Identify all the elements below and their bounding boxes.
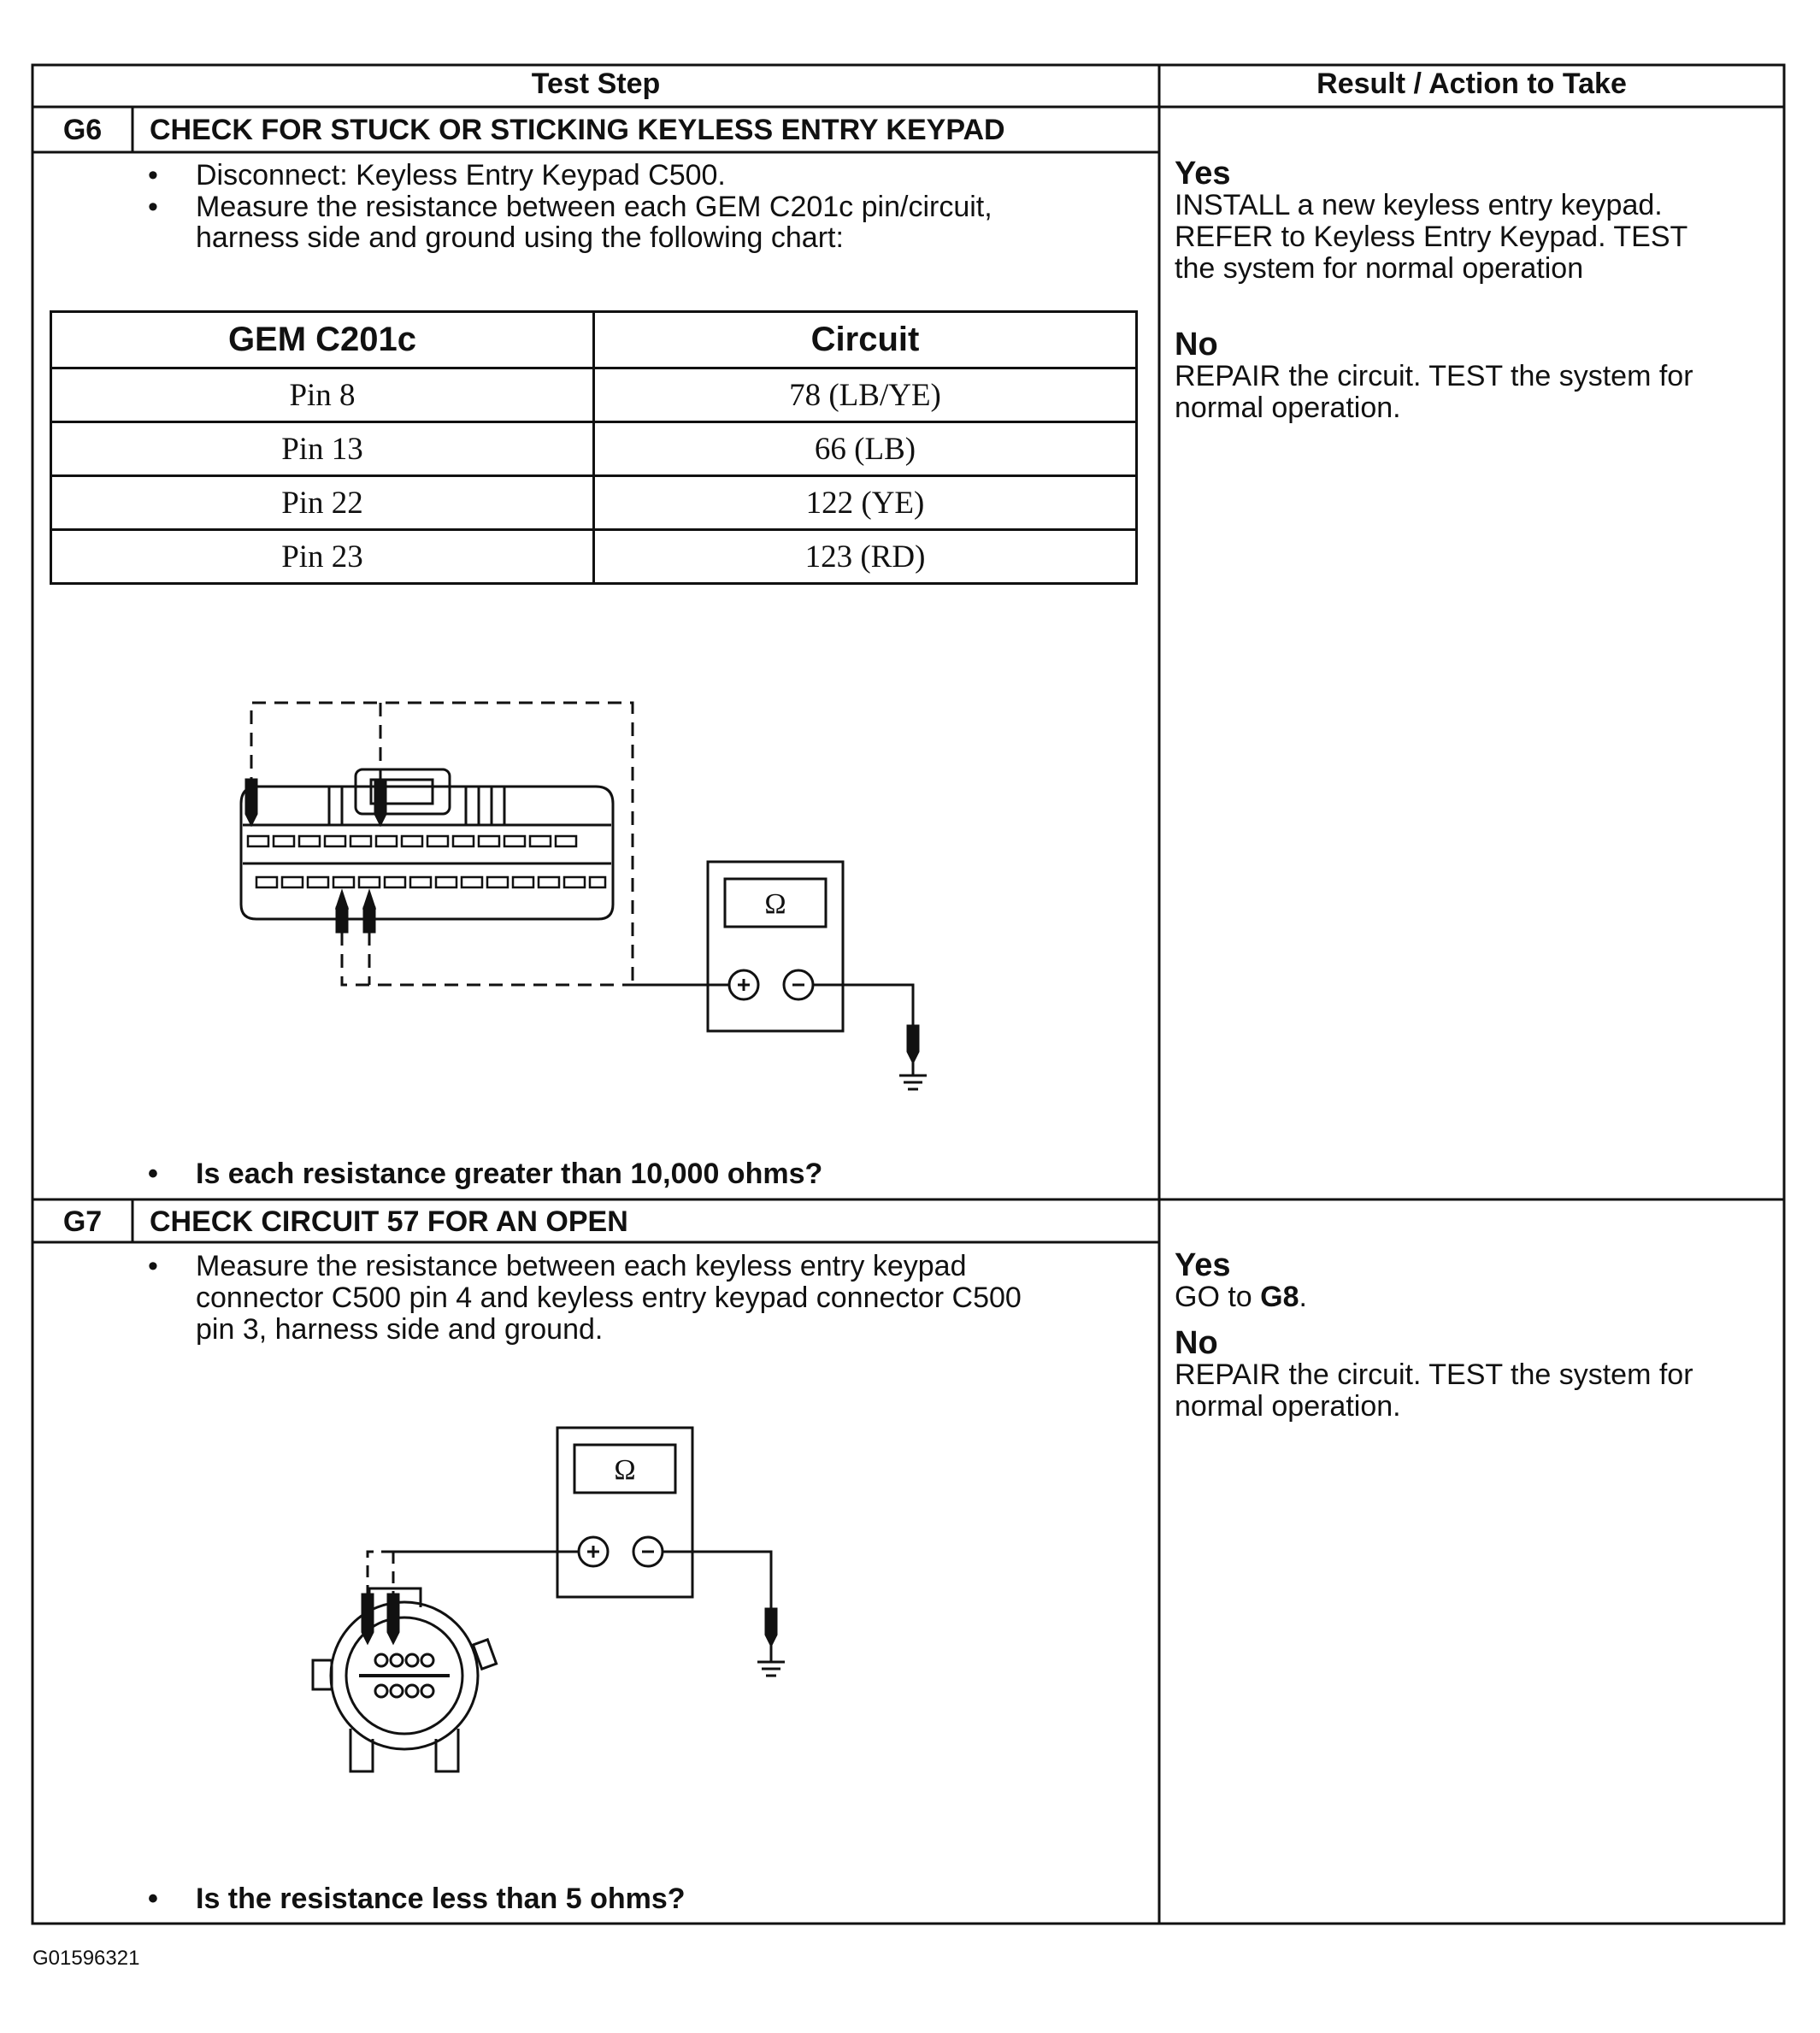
ohm-symbol: Ω bbox=[764, 888, 786, 920]
circuit-cell: 123 (RD) bbox=[594, 530, 1137, 584]
test-step-column-header: Test Step bbox=[531, 68, 661, 100]
g7-no-line-2: normal operation. bbox=[1175, 1390, 1401, 1423]
circuit-cell: 78 (LB/YE) bbox=[594, 368, 1137, 422]
table-row bbox=[51, 422, 1137, 476]
pin-cell: Pin 8 bbox=[51, 368, 594, 422]
g7-yes-text bbox=[1175, 1282, 1307, 1313]
g6-no-label: No bbox=[1175, 327, 1218, 362]
g7-no-text bbox=[1175, 1359, 1693, 1423]
g7-yes-label: Yes bbox=[1175, 1247, 1231, 1283]
g6-yes-line-2: REFER to Keyless Entry Keypad. TEST bbox=[1175, 221, 1688, 253]
g7-question-text: Is the resistance less than 5 ohms? bbox=[196, 1883, 686, 1915]
g6-no-line-2: normal operation. bbox=[1175, 392, 1401, 424]
pin-table-header-circuit: Circuit bbox=[594, 312, 1137, 368]
step-title-g7: CHECK CIRCUIT 57 FOR AN OPEN bbox=[150, 1205, 628, 1238]
pin-cell: Pin 23 bbox=[51, 530, 594, 584]
pin-cell: Pin 22 bbox=[51, 476, 594, 530]
g7-no-label: No bbox=[1175, 1325, 1218, 1361]
pin-table-header-gem: GEM C201c bbox=[51, 312, 594, 368]
g6-no-text bbox=[1175, 361, 1693, 424]
step-title-g6: CHECK FOR STUCK OR STICKING KEYLESS ENTRY KEYPAD bbox=[150, 114, 1005, 146]
g6-resistance-test-diagram bbox=[222, 684, 957, 1120]
bullet-dot: • bbox=[148, 191, 158, 223]
step-id-g7: G7 bbox=[62, 1205, 103, 1238]
bullet-dot: • bbox=[148, 1250, 158, 1282]
bullet-dot: • bbox=[148, 1883, 158, 1915]
dashed-lead-wires bbox=[368, 1552, 393, 1599]
figure-id: G01596321 bbox=[32, 1947, 140, 1970]
ohmmeter bbox=[557, 1428, 692, 1597]
g6-bullet-text-1: Disconnect: Keyless Entry Keypad C500. bbox=[196, 159, 726, 192]
g6-yes-line-3: the system for normal operation bbox=[1175, 252, 1584, 285]
g7-bullet-text-3: pin 3, harness side and ground. bbox=[196, 1313, 604, 1346]
bullet-dot: • bbox=[148, 1158, 158, 1190]
g6-bullet-text-3: harness side and ground using the following chart: bbox=[196, 221, 844, 254]
bullet-dot: • bbox=[148, 159, 158, 192]
g7-no-line-1: REPAIR the circuit. TEST the system for bbox=[1175, 1358, 1693, 1391]
g7-bullet-text-1: Measure the resistance between each keyless entry keypad bbox=[196, 1250, 967, 1282]
upper-pin-row bbox=[248, 836, 576, 846]
lower-pin-row bbox=[256, 877, 605, 887]
ground-symbol bbox=[899, 1062, 927, 1089]
table-row bbox=[51, 476, 1137, 530]
ohmmeter bbox=[708, 862, 843, 1031]
table-row bbox=[51, 368, 1137, 422]
g6-yes-line-1: INSTALL a new keyless entry keypad. bbox=[1175, 189, 1663, 221]
test-probes bbox=[246, 780, 386, 932]
g7-resistance-test-diagram bbox=[299, 1419, 829, 1787]
circuit-cell: 122 (YE) bbox=[594, 476, 1137, 530]
pin-table-header-row bbox=[51, 312, 1137, 368]
g6-yes-label: Yes bbox=[1175, 156, 1231, 192]
result-column-header: Result / Action to Take bbox=[1316, 68, 1627, 100]
g6-question-text: Is each resistance greater than 10,000 ohms? bbox=[196, 1158, 823, 1190]
gem-c201c-connector bbox=[241, 769, 613, 919]
g7-yes-target: G8 bbox=[1260, 1281, 1299, 1313]
g7-bullet-text-2: connector C500 pin 4 and keyless entry keypad connector C500 bbox=[196, 1282, 1022, 1314]
gem-c201c-pin-table bbox=[50, 310, 1138, 585]
ohm-symbol: Ω bbox=[614, 1454, 636, 1486]
step-id-g6: G6 bbox=[62, 114, 103, 146]
keyless-entry-keypad-c500-connector bbox=[313, 1588, 497, 1771]
g6-yes-text bbox=[1175, 190, 1687, 285]
g6-no-line-1: REPAIR the circuit. TEST the system for bbox=[1175, 360, 1693, 392]
circuit-cell: 66 (LB) bbox=[594, 422, 1137, 476]
g7-yes-suffix: . bbox=[1299, 1281, 1307, 1313]
g7-yes-prefix: GO to bbox=[1175, 1281, 1261, 1313]
pin-cell: Pin 13 bbox=[51, 422, 594, 476]
g6-bullet-text-2: Measure the resistance between each GEM C201c pin/circuit, bbox=[196, 191, 992, 223]
table-row bbox=[51, 530, 1137, 584]
ground-symbol bbox=[757, 1645, 785, 1676]
test-probes bbox=[362, 1594, 398, 1642]
